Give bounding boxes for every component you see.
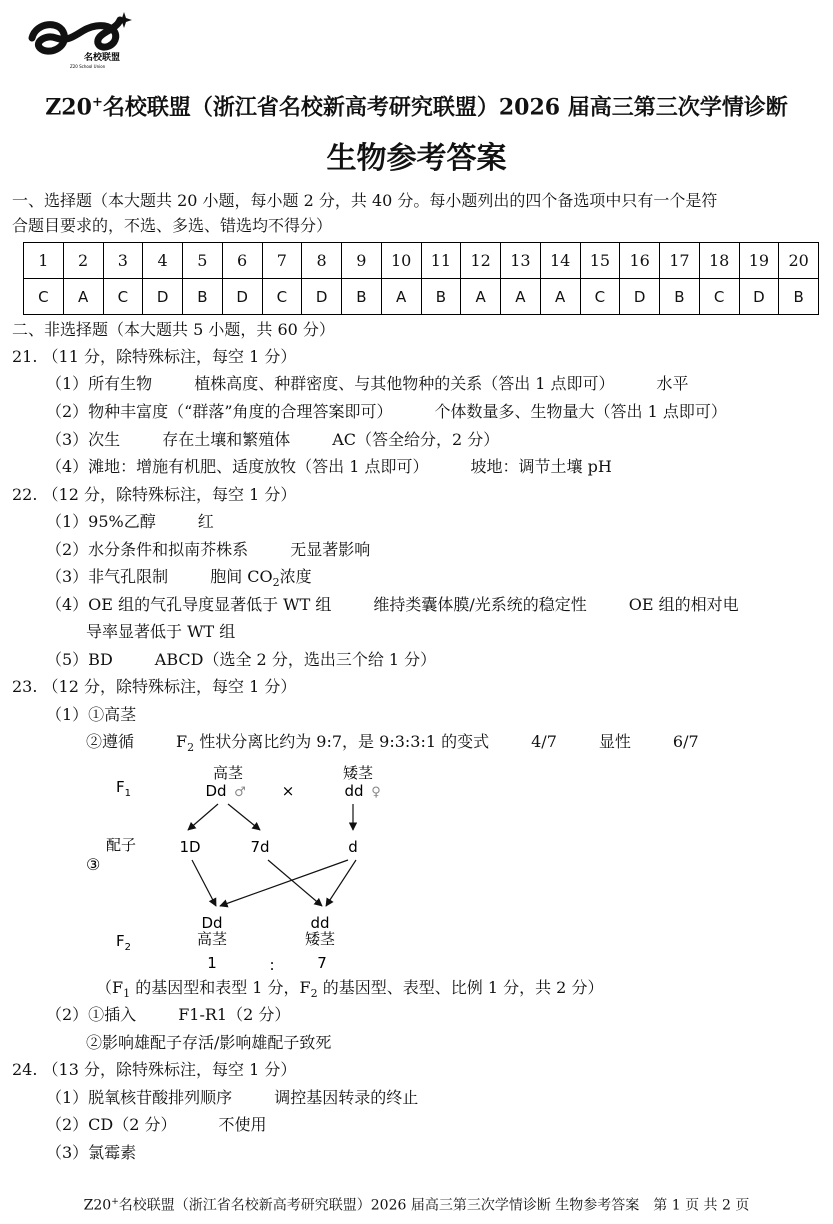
q23-heading: 23. （12 分，除特殊标注，每空 1 分） <box>12 677 297 696</box>
section1-instructions-line2: 合题目要求的，不选、多选、错选均不得分） <box>12 216 333 235</box>
cross-symbol: × <box>281 782 295 800</box>
school-union-logo <box>26 8 136 70</box>
offspring1-genotype: Dd <box>201 914 223 932</box>
question-number-cell: 16 <box>620 243 660 279</box>
gamete-label: 配子 <box>106 836 137 854</box>
answer-cell: C <box>580 279 620 315</box>
q23-part1a: （1）①高茎 <box>46 705 137 724</box>
section1-instructions-line1: 一、选择题（本大题共 20 小题，每小题 2 分，共 40 分。每小题列出的四个备选项中只有一个是符 <box>12 191 718 210</box>
question-number-cell: 18 <box>699 243 739 279</box>
question-number-cell: 14 <box>540 243 580 279</box>
section2-heading: 二、非选择题（本大题共 5 小题，共 60 分） <box>12 320 335 339</box>
answer-cell: A <box>381 279 421 315</box>
q22-part1: （1）95%乙醇 红 <box>46 512 214 531</box>
q21-part2: （2）物种丰富度（“群落”角度的合理答案即可） 个体数量多、生物量大（答出 1 点即可） <box>46 402 727 421</box>
question-number-cell: 15 <box>580 243 620 279</box>
male-symbol-icon: ♂ <box>234 785 246 800</box>
question-number-cell: 19 <box>739 243 779 279</box>
q22-part5: （5）BD ABCD（选全 2 分，选出三个给 1 分） <box>46 650 437 669</box>
q22-part4: （4）OE 组的气孔导度显著低于 WT 组 维持类囊体膜/光系统的稳定性 OE 组的相对电 <box>46 595 739 614</box>
logo-caption-en: Z20 School Union <box>70 64 106 69</box>
question-number-cell: 6 <box>222 243 262 279</box>
answer-cell: C <box>103 279 143 315</box>
question-number-cell: 7 <box>262 243 302 279</box>
page-footer: Z20+名校联盟（浙江省名校新高考研究联盟）2026 届高三第三次学情诊断 生物参考答案 第 1 页 共 2 页 <box>83 1197 750 1214</box>
question-number-cell: 9 <box>342 243 382 279</box>
q24-heading: 24. （13 分，除特殊标注，每空 1 分） <box>12 1060 297 1079</box>
q22-part3: （3）非气孔限制 胞间 $CO_2$浓度 <box>46 567 312 590</box>
question-number-cell: 2 <box>63 243 103 279</box>
gamete-7d: 7d <box>250 838 270 856</box>
answer-cell: C <box>262 279 302 315</box>
q21-part3: （3）次生 存在土壤和繁殖体 AC（答全给分，2 分） <box>46 430 500 449</box>
ratio-colon: : <box>269 956 275 974</box>
question-number-cell: 3 <box>103 243 143 279</box>
q22-heading: 22. （12 分，除特殊标注，每空 1 分） <box>12 485 297 504</box>
q23-diagram-note: （$F_1$ 的基因型和表型 1 分，$F_2$ 的基因型、表型、比例 1 分，共 2 分） <box>96 978 604 1001</box>
q21-heading: 21. （11 分，除特殊标注，每空 1 分） <box>12 347 297 366</box>
offspring2-phenotype: 矮茎 <box>304 930 336 948</box>
answer-cell: D <box>620 279 660 315</box>
arrow-1d-to-dd <box>192 860 216 906</box>
answer-cell: D <box>739 279 779 315</box>
answer-cell: A <box>461 279 501 315</box>
answer-cell: A <box>63 279 103 315</box>
question-number-cell: 13 <box>501 243 541 279</box>
question-number-cell: 5 <box>183 243 223 279</box>
q22-part2: （2）水分条件和拟南芥株系 无显著影响 <box>46 540 371 559</box>
q23-part2a: （2）①插入 F1-R1（2 分） <box>46 1005 291 1024</box>
answer-cell: B <box>660 279 700 315</box>
f1-label: $F_1$ <box>116 778 132 799</box>
item-marker-3: ③ <box>86 855 101 874</box>
answer-cell: D <box>143 279 183 315</box>
answer-table-answer-row <box>24 279 819 315</box>
f2-label: $F_2$ <box>116 932 132 953</box>
female-symbol-icon: ♀ <box>371 785 381 800</box>
parent2-phenotype: 矮茎 <box>342 764 374 782</box>
q23-part2b: ②影响雄配子存活/影响雄配子致死 <box>86 1033 332 1052</box>
q24-part1: （1）脱氧核苷酸排列顺序 调控基因转录的终止 <box>46 1088 419 1107</box>
answer-table <box>23 242 819 315</box>
document-subtitle: 生物参考答案 <box>326 141 507 176</box>
answer-cell: B <box>779 279 819 315</box>
question-number-cell: 8 <box>302 243 342 279</box>
q23-part1b: ②遵循 $F_2$ 性状分离比约为 9:7，是 9:3:3:1 的变式 4/7 显性 6/7 <box>86 732 699 755</box>
arrow-7d-to-dd <box>268 860 322 906</box>
parent1-genotype: Dd <box>205 782 227 800</box>
answer-cell: B <box>421 279 461 315</box>
arrow-d-to-dd-left <box>220 860 348 906</box>
q22-part4-continued: 导率显著低于 WT 组 <box>86 622 236 641</box>
answer-cell: B <box>183 279 223 315</box>
gamete-d: d <box>348 838 358 856</box>
answer-cell: D <box>302 279 342 315</box>
gamete-1d: 1D <box>179 838 201 856</box>
arrow-dd-to-7d <box>228 804 260 830</box>
arrow-dd-to-1d <box>188 804 218 830</box>
answer-cell: B <box>342 279 382 315</box>
question-number-cell: 17 <box>660 243 700 279</box>
ratio-left: 1 <box>207 954 217 972</box>
q24-part2: （2）CD（2 分） 不使用 <box>46 1115 267 1134</box>
answer-table-number-row <box>24 243 819 279</box>
q21-part4: （4）滩地：增施有机肥、适度放牧（答出 1 点即可） 坡地：调节土壤 pH <box>46 457 612 476</box>
question-number-cell: 12 <box>461 243 501 279</box>
logo-caption: 名校联盟 <box>84 53 121 63</box>
offspring2-genotype: dd <box>310 914 330 932</box>
answer-cell: A <box>501 279 541 315</box>
question-number-cell: 11 <box>421 243 461 279</box>
offspring1-phenotype: 高茎 <box>196 930 228 948</box>
question-number-cell: 20 <box>779 243 819 279</box>
answer-cell: A <box>540 279 580 315</box>
q21-part1: （1）所有生物 植株高度、种群密度、与其他物种的关系（答出 1 点即可） 水平 <box>46 374 689 393</box>
answer-cell: C <box>699 279 739 315</box>
question-number-cell: 1 <box>24 243 64 279</box>
q24-part3: （3）氯霉素 <box>46 1143 137 1162</box>
answer-cell: D <box>222 279 262 315</box>
question-number-cell: 4 <box>143 243 183 279</box>
question-number-cell: 10 <box>381 243 421 279</box>
ratio-right: 7 <box>317 954 327 972</box>
genetic-cross-diagram <box>86 756 440 976</box>
document-title: Z20+名校联盟（浙江省名校新高考研究联盟）2026 届高三第三次学情诊断 <box>45 94 788 121</box>
answer-cell: C <box>24 279 64 315</box>
parent2-genotype: dd <box>344 782 364 800</box>
parent1-phenotype: 高茎 <box>212 764 244 782</box>
